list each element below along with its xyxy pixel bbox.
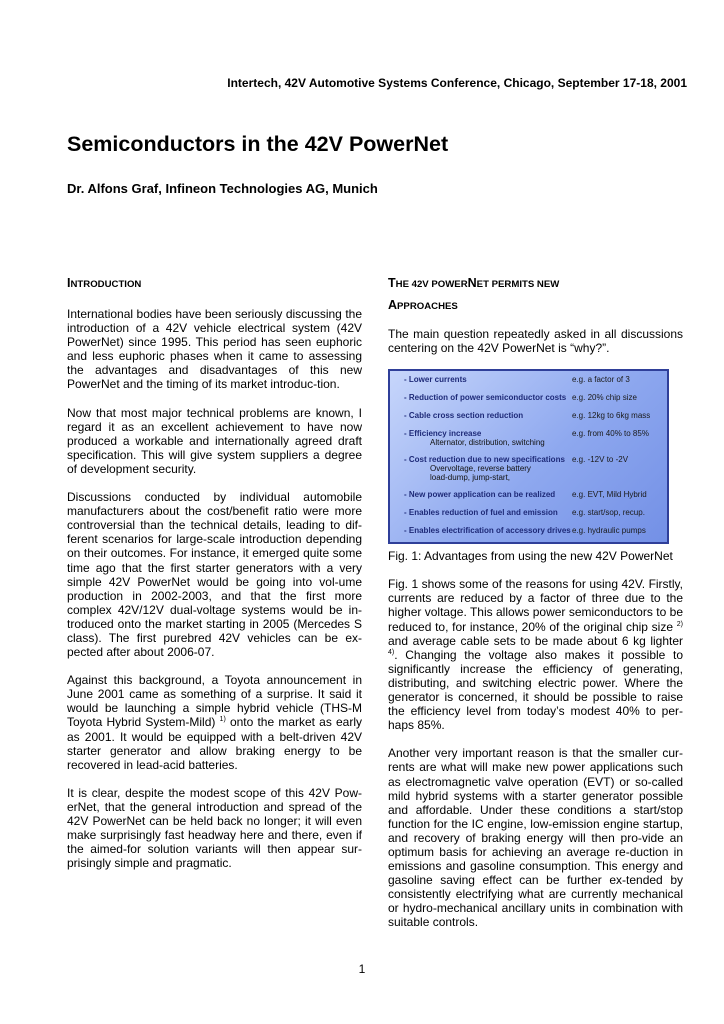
figure-row — [390, 490, 667, 499]
figure-row-example: e.g. hydraulic pumps — [572, 526, 646, 536]
paragraph: It is clear, despite the modest scope of this 42V Pow-erNet, that the general introduction and spread of the 42V PowerNet can be held back no longer; it will even make surprisingly fast headway here and there, even if the aimed-for solution variants will then appear sur-prisingly simple and pragmatic. — [67, 785, 362, 871]
left-column — [67, 273, 362, 884]
figure-row — [390, 411, 667, 420]
figure-row-detail: Overvoltage, reverse battery — [430, 464, 531, 474]
figure-row-advantage: - Efficiency increase — [404, 429, 482, 439]
right-column — [388, 273, 683, 944]
paper-title: Semiconductors in the 42V PowerNet — [67, 132, 449, 156]
paragraph: Fig. 1 shows some of the reasons for using 42V. Firstly, currents are reduced by a factor of three due to the higher voltage. This allows power semiconductors to be reduced to, for instance, 20% of the original chip size $^{2)}$ and average cable sets to be made about 6 kg lighter $^{4)}$. Changing the voltage also makes it possible to significantly increase the efficiency of generating, distributing, and switching electric power. Where the generator is concerned, it should be possible to raise the efficiency level from today’s modest 40% to per-haps 85%. — [388, 577, 683, 733]
figure-row-detail: load-dump, jump-start, — [430, 473, 511, 483]
figure-row-advantage: - Lower currents — [404, 375, 467, 385]
paragraph: The main question repeatedly asked in all discussions centering on the 42V PowerNet is “why?”. — [388, 327, 683, 356]
paragraph: International bodies have been seriously discussing the introduction of a 42V vehicle electrical system (42V PowerNet) since 1995. This period has seen euphoric and less euphoric phases when it came to assessing the advantages and disadvantages of this new PowerNet and the timing of its market introduc-tion. — [67, 307, 362, 392]
paragraph: Discussions conducted by individual automobile manufacturers about the cost/benefit ratio were more controversial than the technical details, leading to dif-ferent scenarios for large-scale introduction depending on their outcomes. For instance, it emerged quite some time ago that the first starter generators with a very simple 42V PowerNet would be going into vol-ume production in 2002-2003, and that the first more complex 42V/12V dual-voltage systems would be in-troduced onto the market starting in 2005 (Mercedes S class). The first purebred 42V vehicles can be ex-pected after about 2006-07. — [67, 490, 362, 660]
figure-row-advantage: - Cost reduction due to new specifications — [404, 455, 565, 465]
paragraph: Against this background, a Toyota announcement in June 2001 came as something of a surprise. It said it would be launching a simple hybrid vehicle (THS-M Toyota Hybrid System-Mild) $^{1)}$ onto the market as early as 2001. It would be equipped with a belt-driven 42V starter generator and allow braking energy to be recovered in lead-acid batteries. — [67, 673, 363, 772]
figure-row — [390, 508, 667, 517]
figure-row-example: e.g. start/sop, recup. — [572, 508, 645, 518]
figure-row — [390, 526, 667, 535]
figure-row-example: e.g. from 40% to 85% — [572, 429, 649, 439]
paragraph: Another very important reason is that the smaller cur-rents are what will make new power applications such as electromagnetic valve operation (EVT) or so-called mild hybrid systems with a starter generator possible and affordable. Under these conditions a start/stop function for the IC engine, low-emission engine startup, and recovery of braking energy will then pro-vide an optimum basis for achieving an average re-duction in emissions and gasoline consumption. This energy and gasoline saving effect can be further ex-tended by consistently electrifying what are currently mechanical or hydro-mechanical ancillary units in combination with suitable controls. — [388, 746, 683, 930]
conference-header: Intertech, 42V Automotive Systems Conference, Chicago, September 17-18, 2001 — [227, 76, 687, 90]
figure-row — [390, 375, 667, 384]
figure-row-example: e.g. a factor of 3 — [572, 375, 630, 385]
section-heading-introduction: INTRODUCTION — [67, 276, 142, 290]
figure-row-example: e.g. EVT, Mild Hybrid — [572, 490, 647, 500]
figure-row-advantage: - Enables reduction of fuel and emission — [404, 508, 558, 518]
figure-row — [390, 393, 667, 402]
section-heading-42v-powernet: THE 42V POWERNET PERMITS NEW APPROACHES — [388, 276, 560, 312]
figure-row-advantage: - Cable cross section reduction — [404, 411, 524, 421]
figure-row-advantage: - Reduction of power semiconductor costs — [404, 393, 567, 403]
figure-row-example: e.g. -12V to -2V — [572, 455, 629, 465]
figure-row — [390, 429, 667, 447]
author-line: Dr. Alfons Graf, Infineon Technologies AG, Munich — [67, 181, 378, 196]
figure-row-advantage: - Enables electrification of accessory drives — [404, 526, 571, 536]
figure-caption: Fig. 1: Advantages from using the new 42V PowerNet — [388, 549, 673, 564]
footnote-ref: 2) — [676, 620, 683, 628]
page-number: 1 — [358, 962, 366, 976]
figure-row-example: e.g. 12kg to 6kg mass — [572, 411, 651, 421]
figure-row-example: e.g. 20% chip size — [572, 393, 637, 403]
paragraph: Now that most major technical problems are known, I regard it as an excellent achievement to have now produced a workable and internationally agreed draft specification. This will give system suppliers a degree of development security. — [67, 405, 362, 476]
figure-row-advantage: - New power application can be realized — [404, 490, 556, 500]
figure-advantages-table — [388, 369, 669, 544]
figure-row — [390, 455, 667, 482]
figure-row-detail: Alternator, distribution, switching — [430, 438, 545, 448]
footnote-ref: 1) — [219, 716, 226, 724]
footnote-ref: 4) — [388, 648, 395, 656]
